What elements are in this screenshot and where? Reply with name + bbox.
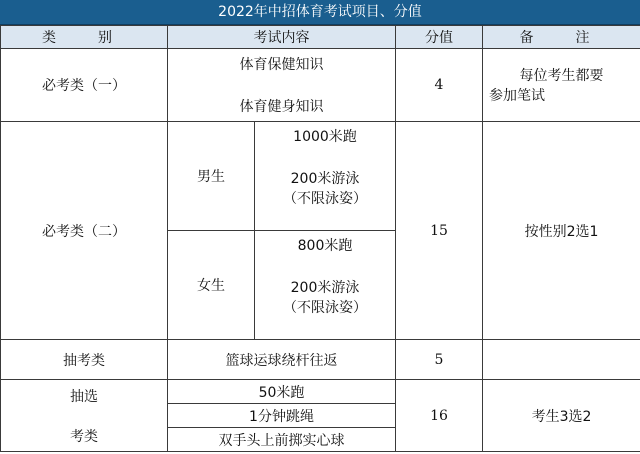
table-row-required1 — [1, 49, 640, 122]
exam-table — [0, 25, 640, 452]
content-required1 — [168, 49, 396, 122]
category-select: 抽选 考类 — [1, 380, 168, 452]
score-select: 16 — [396, 380, 483, 452]
category-draw: 抽考类 — [1, 340, 168, 380]
item-fitness-knowledge: 体育健身知识 — [239, 99, 324, 115]
item-jump-rope: 1分钟跳绳 — [168, 404, 396, 428]
item-medicine-ball: 双手头上前掷实心球 — [168, 428, 396, 452]
gender-male: 男生 — [168, 122, 255, 231]
table-title: 2022年中招体育考试项目、分值 — [0, 0, 640, 25]
table-row-select-1 — [1, 380, 640, 404]
header-content: 考试内容 — [168, 26, 396, 49]
score-required1: 4 — [396, 49, 483, 122]
note-select: 考生3选2 — [483, 380, 640, 452]
content-female — [255, 231, 396, 340]
note-required1: 每位考生都要 参加笔试 — [483, 49, 640, 122]
item-200m-swim-female: 200米游泳 — [290, 280, 360, 296]
item-1000m-run: 1000米跑 — [293, 129, 357, 145]
item-swim-style-male: （不限泳姿） — [283, 191, 367, 207]
content-draw: 篮球运球绕杆往返 — [168, 340, 396, 380]
note-required2: 按性别2选1 — [483, 122, 640, 340]
table-row-required2-male — [1, 122, 640, 231]
score-draw: 5 — [396, 340, 483, 380]
header-category: 类 别 — [1, 26, 168, 49]
category-required1: 必考类（一） — [1, 49, 168, 122]
item-swim-style-female: （不限泳姿） — [283, 300, 367, 316]
header-note: 备 注 — [483, 26, 640, 49]
score-required2: 15 — [396, 122, 483, 340]
header-score: 分值 — [396, 26, 483, 49]
category-required2: 必考类（二） — [1, 122, 168, 340]
table-header-row — [1, 26, 640, 49]
note-draw — [483, 340, 640, 380]
item-200m-swim-male: 200米游泳 — [290, 171, 360, 187]
item-800m-run: 800米跑 — [297, 238, 353, 254]
item-50m-run: 50米跑 — [168, 380, 396, 404]
content-male — [255, 122, 396, 231]
item-health-knowledge: 体育保健知识 — [239, 57, 324, 73]
gender-female: 女生 — [168, 231, 255, 340]
table-row-draw — [1, 340, 640, 380]
